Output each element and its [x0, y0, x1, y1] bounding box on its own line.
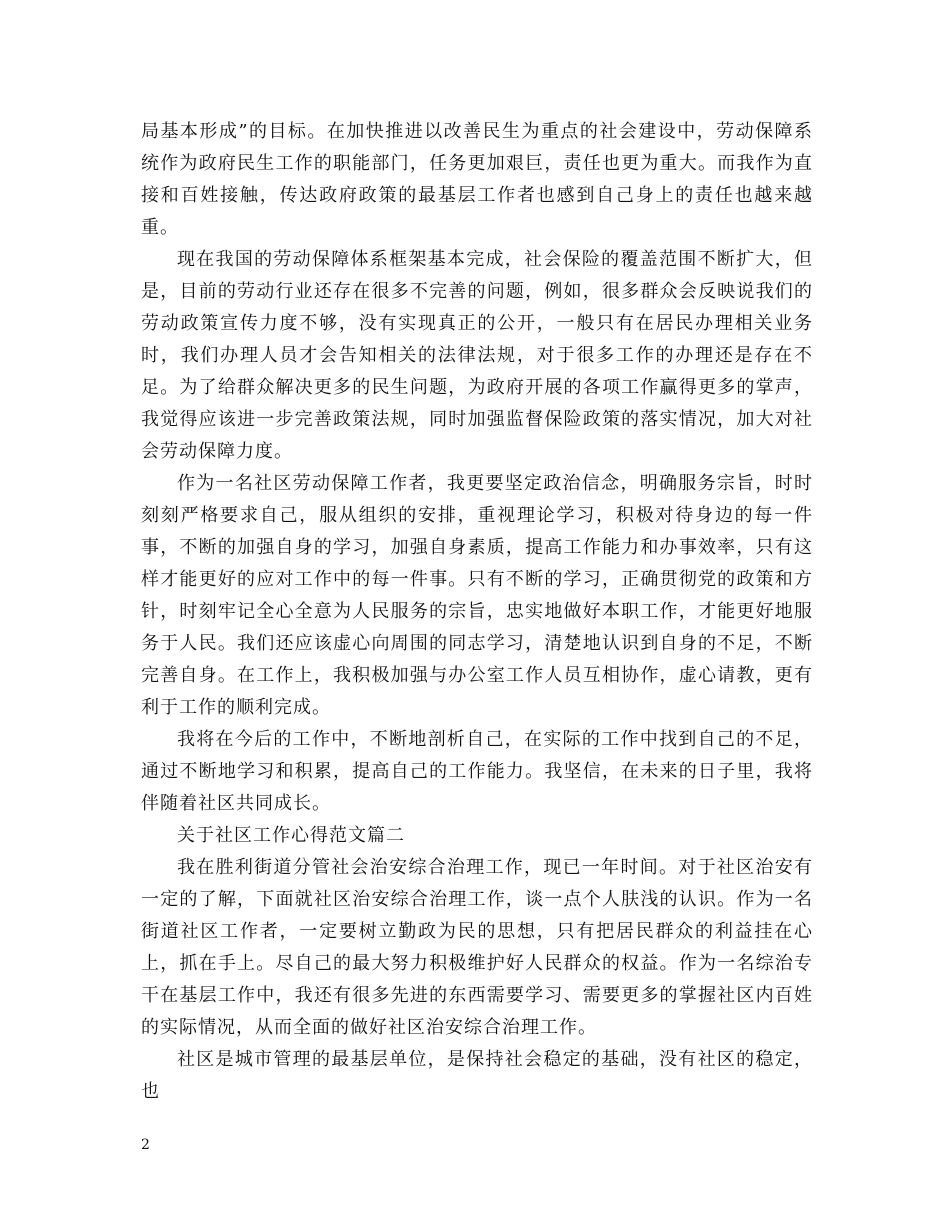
paragraph: 现在我国的劳动保障体系框架基本完成，社会保险的覆盖范围不断扩大，但是，目前的劳动行业还存在很多不完善的问题，例如，很多群众会反映说我们的劳动政策宣传力度不够，没有实现真正的公开，一般只有在居民办理相关业务时，我们办理人员才会告知相关的法律法规，对于很多工作的办理还是存在不足。为了给群众解决更多的民生问题，为政府开展的各项工作赢得更多的掌声，我觉得应该进一步完善政策法规，同时加强监督保险政策的落实情况，加大对社会劳动保障力度。: [141, 249, 813, 462]
section-heading: 关于社区工作心得范文篇二: [177, 825, 405, 846]
page-number: 2: [141, 1137, 150, 1153]
document-body: [141, 116, 813, 1108]
paragraph: 我在胜利街道分管社会治安综合治理工作，现已一年时间。对于社区治安有一定的了解，下面就社区治安综合治理工作，谈一点个人肤浅的认识。作为一名街道社区工作者，一定要树立勤政为民的思想，只有把居民群众的利益挂在心上，抓在手上。尽自己的最大努力积极维护好人民群众的权益。作为一名综治专干在基层工作中，我还有很多先进的东西需要学习、需要更多的掌握社区内百姓的实际情况，从而全面的做好社区治安综合治理工作。: [141, 857, 813, 1038]
paragraph: 社区是城市管理的最基层单位，是保持社会稳定的基础，没有社区的稳定，也: [141, 1049, 813, 1102]
paragraph: 作为一名社区劳动保障工作者，我更要坚定政治信念，明确服务宗旨，时时刻刻严格要求自己，服从组织的安排，重视理论学习，积极对待身边的每一件事，不断的加强自身的学习，加强自身素质，提高工作能力和办事效率，只有这样才能更好的应对工作中的每一件事。只有不断的学习，正确贯彻党的政策和方针，时刻牢记全心全意为人民服务的宗旨，忠实地做好本职工作，才能更好地服务于人民。我们还应该虚心向周围的同志学习，清楚地认识到自身的不足，不断完善自身。在工作上，我积极加强与办公室工作人员互相协作，虚心请教，更有利于工作的顺利完成。: [141, 473, 813, 718]
paragraph: 局基本形成”的目标。在加快推进以改善民生为重点的社会建设中，劳动保障系统作为政府民生工作的职能部门，任务更加艰巨，责任也更为重大。而我作为直接和百姓接触，传达政府政策的最基层工作者也感到自己身上的责任也越来越重。: [141, 121, 813, 238]
paragraph: 我将在今后的工作中，不断地剖析自己，在实际的工作中找到自己的不足，通过不断地学习和积累，提高自己的工作能力。我坚信，在未来的日子里，我将伴随着社区共同成长。: [141, 729, 813, 814]
